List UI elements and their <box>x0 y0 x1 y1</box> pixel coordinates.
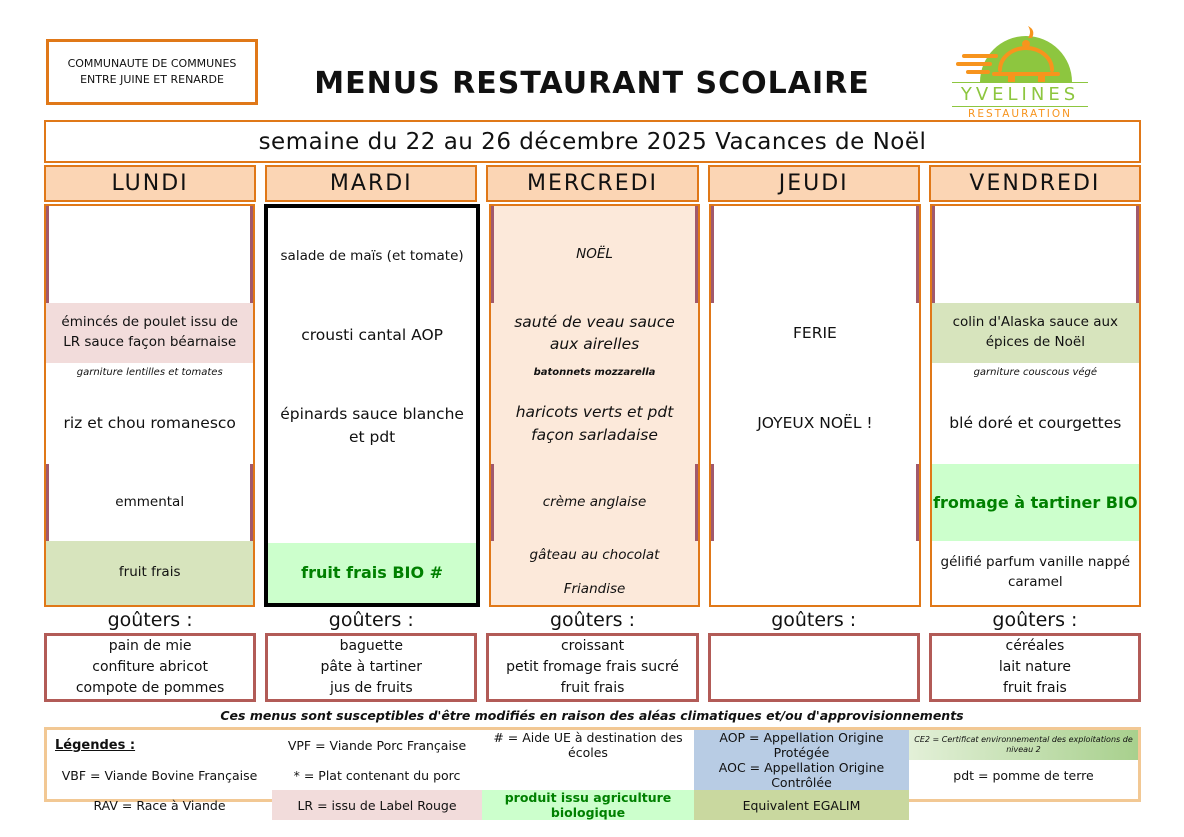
legend-box <box>44 727 1141 820</box>
gouter-line: fruit frais <box>1002 680 1067 696</box>
mardi-dessert-text: fruit frais BIO # <box>301 563 444 583</box>
mardi-legumes-text: épinards sauce blanche et pdt <box>280 405 464 446</box>
gouter-line: pâte à tartiner <box>320 659 423 675</box>
vendredi-garniture <box>932 363 1139 383</box>
vendredi-fromage <box>932 464 1139 541</box>
mercredi-garniture <box>491 363 698 383</box>
mardi-legumes <box>268 385 475 466</box>
mercredi-dessert <box>491 541 698 605</box>
gouters-box-mercredi <box>486 633 698 702</box>
legend-aop: AOP = Appellation Origine Protégée <box>694 730 909 760</box>
lundi-garniture <box>46 363 253 383</box>
menu-column-mercredi <box>489 204 700 607</box>
lundi-legumes-text: riz et chou romanesco <box>63 414 236 433</box>
lundi-plat-text: émincés de poulet issu de LR sauce façon béarnaise <box>61 314 238 350</box>
mardi-plat-text: crousti cantal AOP <box>301 325 443 344</box>
vendredi-legumes <box>932 383 1139 464</box>
page-title: MENUS RESTAURANT SCOLAIRE <box>314 66 870 101</box>
jeudi-plat-text: FERIE <box>793 323 837 342</box>
legend-ce2: CE2 = Certificat environnemental des exploitations de niveau 2 <box>909 730 1138 760</box>
gouters-label-mercredi: goûters : <box>549 609 636 631</box>
mercredi-legumes-text: haricots verts et pdt façon sarladaise <box>515 403 674 444</box>
jeudi-legumes <box>711 383 918 464</box>
day-header-lundi: LUNDI <box>44 165 256 202</box>
vendredi-garniture-text: garniture couscous végé <box>973 366 1098 378</box>
gouter-line: confiture abricot <box>92 659 208 675</box>
week-banner: semaine du 22 au 26 décembre 2025 Vacances de Noël <box>44 120 1141 163</box>
lundi-dessert <box>46 541 253 605</box>
mardi-entree-text: salade de maïs (et tomate) <box>280 247 464 264</box>
disclaimer-note: Ces menus sont susceptibles d'être modifiés en raison des aléas climatiques et/ou d'approvisionnements <box>220 708 964 723</box>
legend-egalim: Equivalent EGALIM <box>694 790 909 820</box>
mercredi-plat-text: sauté de veau sauce aux airelles <box>514 312 675 353</box>
mercredi-entree-text: NOËL <box>576 245 613 262</box>
mardi-dessert <box>268 543 475 603</box>
cloche-dome-icon <box>952 12 1088 86</box>
gouter-line: croissant <box>560 638 625 654</box>
day-headers-row <box>44 165 1141 202</box>
lundi-garniture-text: garniture lentilles et tomates <box>76 366 223 378</box>
legend-title: Légendes : <box>55 737 136 753</box>
jeudi-garniture <box>711 363 918 383</box>
mercredi-plat <box>491 303 698 363</box>
legend-lr: LR = issu de Label Rouge <box>272 790 482 820</box>
mercredi-friandise-text: Friandise <box>563 581 626 597</box>
organization-name: COMMUNAUTE DE COMMUNES ENTRE JUINE ET RENARDE <box>67 57 237 86</box>
gouters-box-vendredi <box>929 633 1141 702</box>
logo-name: YVELINES <box>952 82 1088 107</box>
gouter-line: compote de pommes <box>75 680 225 696</box>
gouter-line: lait nature <box>998 659 1071 675</box>
legend-empty-cell <box>909 790 1138 820</box>
day-header-mercredi: MERCREDI <box>486 165 698 202</box>
menu-column-jeudi <box>709 204 920 607</box>
logo-subtitle: RESTAURATION <box>968 108 1072 120</box>
legend-bio: produit issu agriculture biologique <box>482 790 694 820</box>
mercredi-entree <box>491 206 698 303</box>
lundi-legumes <box>46 383 253 464</box>
jeudi-entree <box>711 206 918 303</box>
vendredi-dessert <box>932 541 1139 605</box>
mardi-plat <box>268 305 475 365</box>
menu-column-lundi <box>44 204 255 607</box>
jeudi-legumes-text: JOYEUX NOËL ! <box>757 414 873 433</box>
gouters-label-jeudi: goûters : <box>771 609 857 631</box>
gouters-box-lundi <box>44 633 256 702</box>
menu-column-vendredi <box>930 204 1141 607</box>
vendredi-dessert-text: gélifié parfum vanille nappé caramel <box>940 554 1131 590</box>
mardi-fromage <box>268 466 475 543</box>
mercredi-fromage <box>491 464 698 541</box>
gouters-box-mardi <box>265 633 477 702</box>
mardi-entree <box>268 208 475 305</box>
jeudi-plat <box>711 303 918 363</box>
legend-porc: * = Plat contenant du porc <box>293 767 461 783</box>
gouter-line: céréales <box>1005 638 1065 654</box>
day-header-jeudi: JEUDI <box>708 165 920 202</box>
gouters-box-jeudi <box>708 633 920 702</box>
legend-rav: RAV = Race à Viande <box>93 797 226 813</box>
gouters-labels-row <box>44 609 1141 631</box>
day-header-mardi: MARDI <box>265 165 477 202</box>
gouter-line: pain de mie <box>108 638 192 654</box>
vendredi-entree <box>932 206 1139 303</box>
mercredi-fromage-text: crème anglaise <box>542 493 647 510</box>
vendredi-plat <box>932 303 1139 363</box>
vendredi-plat-text: colin d'Alaska sauce aux épices de Noël <box>952 314 1119 350</box>
lundi-dessert-text: fruit frais <box>118 564 181 581</box>
gouters-label-lundi: goûters : <box>107 609 193 631</box>
lundi-fromage-text: emmental <box>115 493 185 510</box>
lundi-fromage <box>46 464 253 541</box>
gouters-boxes-row <box>44 633 1141 702</box>
lundi-entree <box>46 206 253 303</box>
legend-aoc: AOC = Appellation Origine Contrôlée <box>694 760 909 790</box>
gouter-line: baguette <box>339 638 404 654</box>
gouter-line: jus de fruits <box>329 680 413 696</box>
mardi-garniture <box>268 365 475 385</box>
jeudi-dessert <box>711 541 918 605</box>
menu-grid <box>44 204 1141 607</box>
legend-aide-ue: # = Aide UE à destination des écoles <box>493 730 683 760</box>
lundi-plat <box>46 303 253 363</box>
gouter-line: petit fromage frais sucré <box>506 659 679 675</box>
vendredi-fromage-text: fromage à tartiner BIO <box>933 492 1138 512</box>
legend-vpf: VPF = Viande Porc Française <box>287 737 467 753</box>
menu-column-mardi <box>264 204 479 607</box>
gouter-line: fruit frais <box>560 680 625 696</box>
gouters-label-vendredi: goûters : <box>992 609 1078 631</box>
legend-vbf: VBF = Viande Bovine Française <box>61 767 258 783</box>
legend-empty-cell <box>482 760 694 790</box>
legend-pdt: pdt = pomme de terre <box>953 767 1094 783</box>
vendredi-legumes-text: blé doré et courgettes <box>949 414 1122 433</box>
gouters-label-mardi: goûters : <box>328 609 414 631</box>
day-header-vendredi: VENDREDI <box>929 165 1141 202</box>
mercredi-dessert-text: gâteau au chocolat <box>529 547 660 564</box>
mercredi-garniture-text: batonnets mozzarella <box>533 366 656 378</box>
mercredi-legumes <box>491 383 698 464</box>
jeudi-fromage <box>711 464 918 541</box>
yvelines-restauration-logo <box>952 12 1088 120</box>
